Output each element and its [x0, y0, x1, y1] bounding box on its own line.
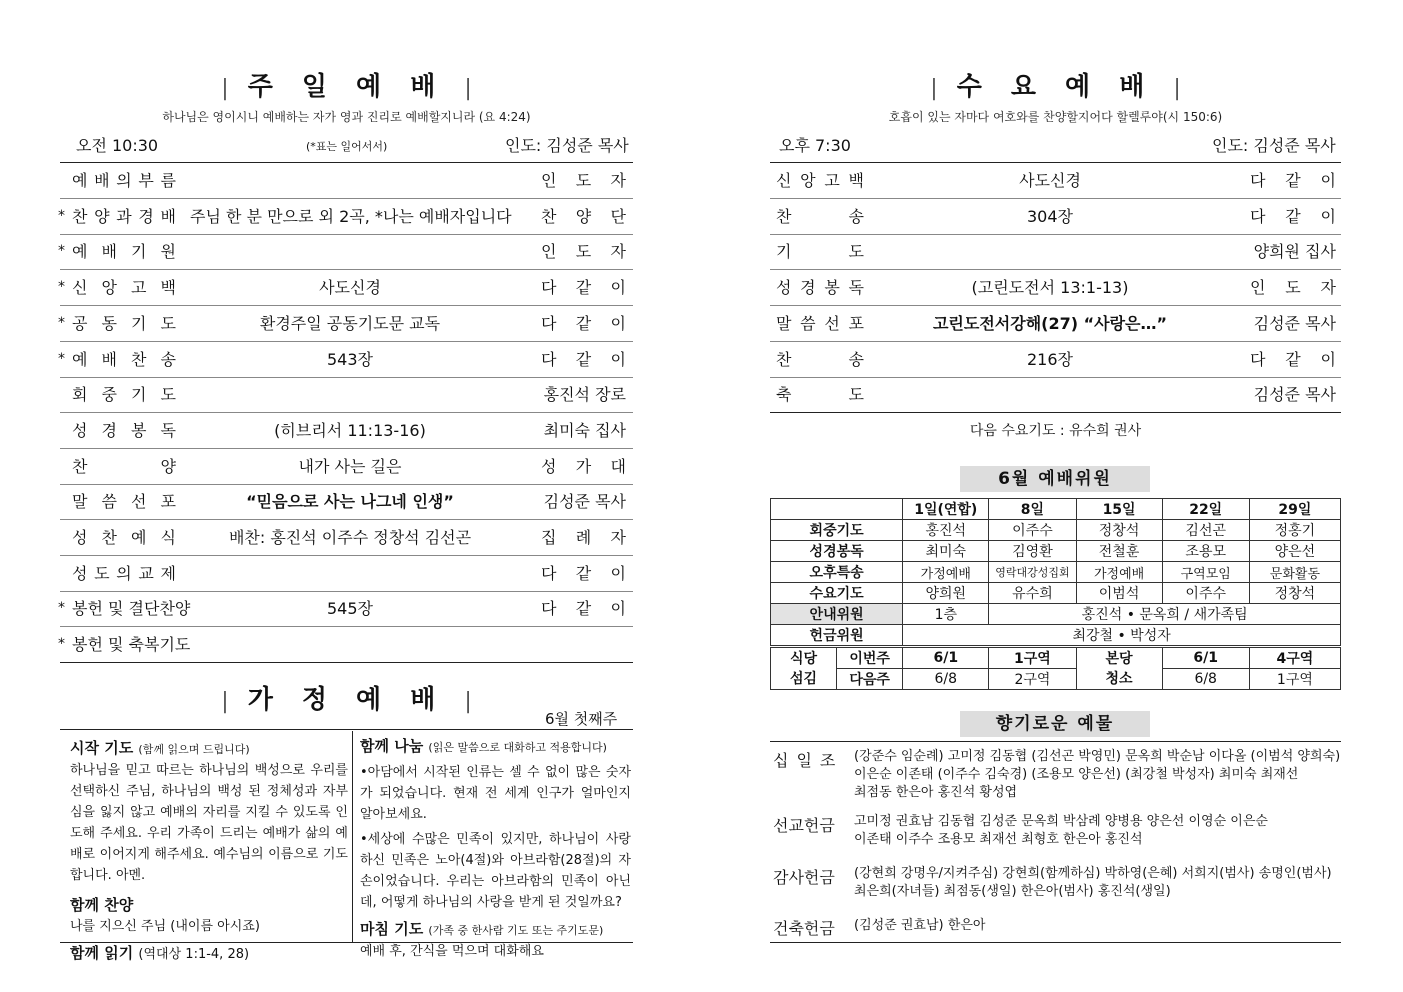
- order-item-leader: 다 같 이: [1250, 171, 1336, 190]
- order-item-leader: 다 같 이: [1250, 206, 1336, 226]
- order-item-name: 회 중 기 도: [72, 385, 176, 405]
- wednesday-time: 오후 7:30: [779, 136, 851, 155]
- clean-next-group: 1구역: [1249, 669, 1340, 690]
- order-item-leader: 다 같 이: [541, 349, 626, 369]
- sunday-order-row: [60, 520, 633, 556]
- share-heading: 함께 나눔 (읽은 말씀으로 대화하고 적용합니다): [360, 737, 607, 755]
- family-left-column: [70, 738, 348, 965]
- sunday-title: | 주 일 예 배 |: [221, 72, 472, 102]
- name-line: (강준수 임순례) 고미정 김동협 (김선곤 박영민) 문옥희 박순남 이다올 (이범석 양희숙): [854, 749, 1341, 764]
- this-week-label: 이번주: [837, 648, 903, 669]
- order-item-name: 예 배 기 원: [72, 242, 176, 262]
- cell: 가정예배: [1076, 562, 1162, 583]
- order-item-leader: 김성준 목사: [1253, 313, 1336, 333]
- stand-marker: *: [58, 600, 65, 617]
- cell: 이범석: [1076, 583, 1162, 604]
- cell: 정창석: [1076, 520, 1162, 541]
- cell: 홍진석 • 문옥희 / 새가족팀: [989, 604, 1341, 625]
- order-item-name: 말 씀 선 포: [72, 492, 176, 512]
- cell: 최강철 • 박성자: [903, 625, 1341, 646]
- family-right-column: [360, 736, 631, 962]
- order-item-content: [190, 234, 510, 269]
- name-line: 이은순 이존태 (이주수 김숙경) (조용모 양은선) (최강철 박성자) 최미숙 최재선: [854, 767, 1299, 782]
- order-item-content: 216장: [1027, 349, 1073, 369]
- cell: 이주수: [989, 520, 1076, 541]
- name-line: (김성준 권효남) 한은아: [854, 918, 986, 933]
- order-item-leader: 인 도 자: [541, 242, 626, 262]
- cell: 홍진석: [903, 520, 989, 541]
- order-item-content: 주님 한 분 만으로 외 2곡, *나는 예배자입니다: [190, 206, 512, 226]
- wednesday-order-list: [770, 162, 1341, 415]
- order-item-content: 545장: [327, 599, 373, 619]
- cell: 김선곤: [1162, 520, 1249, 541]
- name-line: (강현희 강명우/지켜주심) 강현희(함께하심) 박하영(은혜) 서희지(범사) 송명인(범사): [854, 866, 1332, 881]
- start-prayer-text: 하나님을 믿고 따르는 하나님의 백성으로 우리를 선택하신 주님, 하나님의 백성 된 정체성과 자부심을 잃지 않고 예배의 자리를 지킬 수 있도록 인도해 주세요. 우리 가족이 드리는 예배가 삶의 예배로 이어지게 해주세요. 예수님의 이름으로 기도합니다. 아멘.: [70, 763, 348, 883]
- cell: 구역모임: [1162, 562, 1249, 583]
- sunday-order-row: [60, 377, 633, 413]
- meal-this-date: 6/1: [903, 648, 989, 669]
- wednesday-title: | 수 요 예 배 |: [930, 72, 1181, 102]
- family-title: | 가 정 예 배 |: [221, 685, 472, 715]
- sunday-order-list: [60, 162, 633, 663]
- sunday-order-row: [60, 484, 633, 520]
- family-week: 6월 첫째주: [545, 710, 618, 728]
- name-line: 이존태 이주수 조용모 최재선 최형호 한은아 홍진석: [854, 832, 1143, 847]
- june-col-1: 1일(연합): [903, 499, 989, 520]
- order-item-name: 찬 양 과 경 배: [72, 206, 176, 226]
- stand-marker: *: [58, 350, 65, 367]
- june-row-offering: [771, 625, 1341, 646]
- june-committee-table: [770, 498, 1341, 646]
- sunday-order-row: [60, 199, 633, 235]
- reading-heading: 함께 읽기 (역대상 1:1-4, 28): [70, 944, 250, 962]
- order-item-content: 고린도전서강해(27) “사랑은…”: [932, 313, 1168, 333]
- family-divider-top: [60, 729, 633, 730]
- tithe-names: [854, 748, 1340, 802]
- order-item-name: 축 도: [776, 385, 864, 405]
- praise-text: 나를 지으신 주님 (내이름 아시죠): [70, 919, 260, 934]
- sunday-time: 오전 10:30: [76, 136, 159, 155]
- cell: 문화활동: [1249, 562, 1340, 583]
- wednesday-order-row: [770, 234, 1341, 270]
- end-prayer-heading: 마침 기도 (가족 중 한사람 기도 또는 주기도문): [360, 920, 604, 938]
- sunday-order-row: [60, 413, 633, 449]
- order-item-content: [190, 163, 510, 198]
- wednesday-order-row: [770, 163, 1341, 199]
- cell: 정홍기: [1249, 520, 1340, 541]
- order-item-leader: 다 같 이: [1250, 349, 1336, 369]
- wednesday-order-row: [770, 306, 1341, 342]
- order-item-name: 신 앙 고 백: [776, 171, 864, 190]
- praise-heading: 함께 찬양: [70, 896, 134, 914]
- row-label: 수요기도: [771, 583, 903, 604]
- order-item-name: 말 씀 선 포: [776, 313, 864, 333]
- clean-this-group: 4구역: [1249, 648, 1340, 669]
- building-names: [854, 917, 985, 935]
- order-item-content: 304장: [1027, 206, 1073, 226]
- row-label: 안내위원: [771, 604, 903, 625]
- order-item-name: 성 도 의 교 제: [72, 563, 176, 583]
- sunday-order-row: [60, 163, 633, 199]
- order-item-content: [890, 377, 1210, 412]
- wednesday-order-row: [770, 342, 1341, 378]
- order-item-content: [890, 234, 1210, 269]
- order-item-name: 성 찬 예 식: [72, 528, 176, 547]
- order-item-name: 찬 송: [776, 206, 864, 226]
- cell: 가정예배: [903, 562, 989, 583]
- order-item-name: 봉헌 및 결단찬양: [72, 599, 191, 619]
- family-divider-mid: [352, 731, 353, 942]
- sunday-order-row: [60, 306, 633, 342]
- june-header-row: [771, 499, 1341, 520]
- clean-label: 본당청소: [1076, 648, 1162, 690]
- cell: 정창석: [1249, 583, 1340, 604]
- meal-label: 식당섬김: [771, 648, 837, 690]
- cell: 유수희: [989, 583, 1076, 604]
- order-item-leader: 인 도 자: [541, 171, 626, 190]
- meal-next-group: 2구역: [989, 669, 1076, 690]
- end-prayer-text: 예배 후, 간식을 먹으며 대화해요: [360, 944, 544, 959]
- name-line: 최은희(자녀들) 최점동(생일) 한은아(범사) 홍진석(생일): [854, 884, 1171, 899]
- order-item-leader: 다 같 이: [541, 278, 626, 298]
- sunday-verse: 하나님은 영이시니 예배하는 자가 영과 진리로 예배할지니라 (요 4:24): [162, 110, 531, 124]
- order-item-name: 기 도: [776, 242, 864, 262]
- offerings-divider-bottom: [770, 942, 1341, 943]
- clean-next-date: 6/8: [1162, 669, 1249, 690]
- meal-next-date: 6/8: [903, 669, 989, 690]
- june-row-special-song: [771, 562, 1341, 583]
- cell: 최미숙: [903, 541, 989, 562]
- order-item-leader: 다 같 이: [541, 563, 626, 583]
- order-item-name: 성 경 봉 독: [776, 278, 864, 298]
- order-item-content: 내가 사는 길은: [298, 456, 402, 476]
- cell: 양은선: [1249, 541, 1340, 562]
- june-col-2: 8일: [989, 499, 1076, 520]
- order-item-leader: 김성준 목사: [1253, 385, 1336, 405]
- wednesday-order-row: [770, 199, 1341, 235]
- order-item-name: 예 배 의 부 름: [72, 171, 176, 190]
- mission-label: 선교헌금: [773, 816, 835, 835]
- wednesday-order-row: [770, 377, 1341, 413]
- cell: 조용모: [1162, 541, 1249, 562]
- stand-marker: *: [58, 314, 65, 331]
- order-item-content: (히브리서 11:13-16): [274, 420, 426, 440]
- name-line: 최점동 한은아 홍진석 황성엽: [854, 785, 1018, 800]
- cell: 영락대강성집회: [989, 562, 1076, 583]
- next-wednesday-prayer: 다음 수요기도 : 유수희 권사: [969, 423, 1142, 439]
- sunday-order-row: [60, 627, 633, 663]
- june-row-prayer: [771, 520, 1341, 541]
- share-question-1: •아담에서 시작된 인류는 셀 수 없이 많은 숫자가 되었습니다. 현재 전 세계 인구가 얼마인지 알아보세요.: [360, 765, 631, 822]
- order-item-content: [190, 377, 510, 412]
- order-item-content: “믿음으로 사는 나그네 인생”: [246, 492, 454, 512]
- june-committee-title: 6월 예배위원: [960, 466, 1150, 492]
- order-item-content: 사도신경: [319, 278, 381, 298]
- order-item-leader: 김성준 목사: [543, 492, 626, 512]
- order-item-name: 성 경 봉 독: [72, 420, 176, 440]
- order-item-content: 환경주일 공동기도문 교독: [259, 313, 441, 333]
- june-col-5: 29일: [1249, 499, 1340, 520]
- wednesday-leader: 인도: 김성준 목사: [1212, 136, 1336, 155]
- order-item-content: 543장: [327, 349, 373, 369]
- wednesday-order-row: [770, 270, 1341, 306]
- name-line: 고미정 권효남 김동협 김성준 문옥희 박삼례 양병용 양은선 이영순 이은순: [854, 814, 1268, 829]
- tithe-label: 십일조: [773, 751, 844, 770]
- meal-cleaning-table: [770, 647, 1341, 690]
- order-item-content: (고린도전서 13:1-13): [971, 278, 1129, 298]
- order-item-leader: 집 례 자: [541, 528, 626, 547]
- share-question-2: •세상에 수많은 민족이 있지만, 하나님이 사랑하신 민족은 노아(4절)와 아브라함(28절)의 자손이었습니다. 우리는 아브라함의 민족이 아닌데, 어떻게 하나님의 사랑을 받게 된 것일까요?: [360, 832, 631, 910]
- june-corner-cell: [771, 499, 903, 520]
- building-label: 건축헌금: [773, 919, 835, 938]
- order-item-content: 사도신경: [1019, 171, 1081, 190]
- sunday-leader: 인도: 김성준 목사: [505, 136, 629, 155]
- meal-row-this-week: [771, 648, 1341, 669]
- row-label: 성경봉독: [771, 541, 903, 562]
- cell: 전철훈: [1076, 541, 1162, 562]
- order-item-leader: 인 도 자: [1250, 278, 1336, 298]
- order-item-name: 신 앙 고 백: [72, 278, 176, 298]
- cell: 1층: [903, 604, 989, 625]
- order-item-leader: 홍진석 장로: [543, 385, 626, 405]
- cell: 김영환: [989, 541, 1076, 562]
- thanks-label: 감사헌금: [773, 868, 835, 887]
- order-item-name: 찬 송: [776, 349, 864, 369]
- stand-marker: *: [58, 279, 65, 296]
- order-item-name: 공 동 기 도: [72, 313, 176, 333]
- sunday-order-row: [60, 234, 633, 270]
- row-label: 회중기도: [771, 520, 903, 541]
- wednesday-verse: 호흡이 있는 자마다 여호와를 찬양할지어다 할렐루야(시 150:6): [888, 110, 1223, 124]
- row-label: 오후특송: [771, 562, 903, 583]
- sunday-order-row: [60, 556, 633, 592]
- stand-marker: *: [58, 243, 65, 260]
- row-label: 헌금위원: [771, 625, 903, 646]
- offerings-divider-top: [770, 741, 1341, 742]
- june-row-guide: [771, 604, 1341, 625]
- june-row-reading: [771, 541, 1341, 562]
- june-col-3: 15일: [1076, 499, 1162, 520]
- meal-this-group: 1구역: [989, 648, 1076, 669]
- order-item-content: [190, 556, 510, 591]
- order-item-leader: [541, 627, 626, 662]
- sunday-order-row: [60, 270, 633, 306]
- sunday-order-row: [60, 591, 633, 627]
- order-item-leader: 다 같 이: [541, 313, 626, 333]
- sunday-order-row: [60, 449, 633, 485]
- order-item-name: 예 배 찬 송: [72, 349, 176, 369]
- order-item-name: 찬 양: [72, 456, 176, 476]
- order-item-leader: 다 같 이: [541, 599, 626, 619]
- start-prayer-heading: 시작 기도 (함께 읽으며 드립니다): [70, 739, 250, 757]
- mission-names: [854, 813, 1268, 849]
- sunday-order-row: [60, 342, 633, 378]
- stand-marker: *: [58, 207, 65, 224]
- order-item-leader: 양희원 집사: [1253, 242, 1336, 262]
- order-item-content: 배찬: 홍진석 이주수 정창석 김선곤: [228, 528, 472, 547]
- order-item-name: 봉헌 및 축복기도: [72, 635, 191, 655]
- meal-row-next-week: [771, 669, 1341, 690]
- clean-this-date: 6/1: [1162, 648, 1249, 669]
- order-item-leader: 성 가 대: [541, 456, 626, 476]
- june-col-4: 22일: [1162, 499, 1249, 520]
- stand-marker: *: [58, 636, 65, 653]
- order-item-leader: 찬 양 단: [541, 206, 626, 226]
- sunday-note: (*표는 일어서서): [306, 140, 388, 153]
- order-item-leader: 최미숙 집사: [543, 420, 626, 440]
- june-row-wed-prayer: [771, 583, 1341, 604]
- cell: 이주수: [1162, 583, 1249, 604]
- next-week-label: 다음주: [837, 669, 903, 690]
- offerings-title: 향기로운 예물: [960, 711, 1150, 737]
- order-item-content: [190, 627, 510, 662]
- thanks-names: [854, 865, 1332, 901]
- cell: 양희원: [903, 583, 989, 604]
